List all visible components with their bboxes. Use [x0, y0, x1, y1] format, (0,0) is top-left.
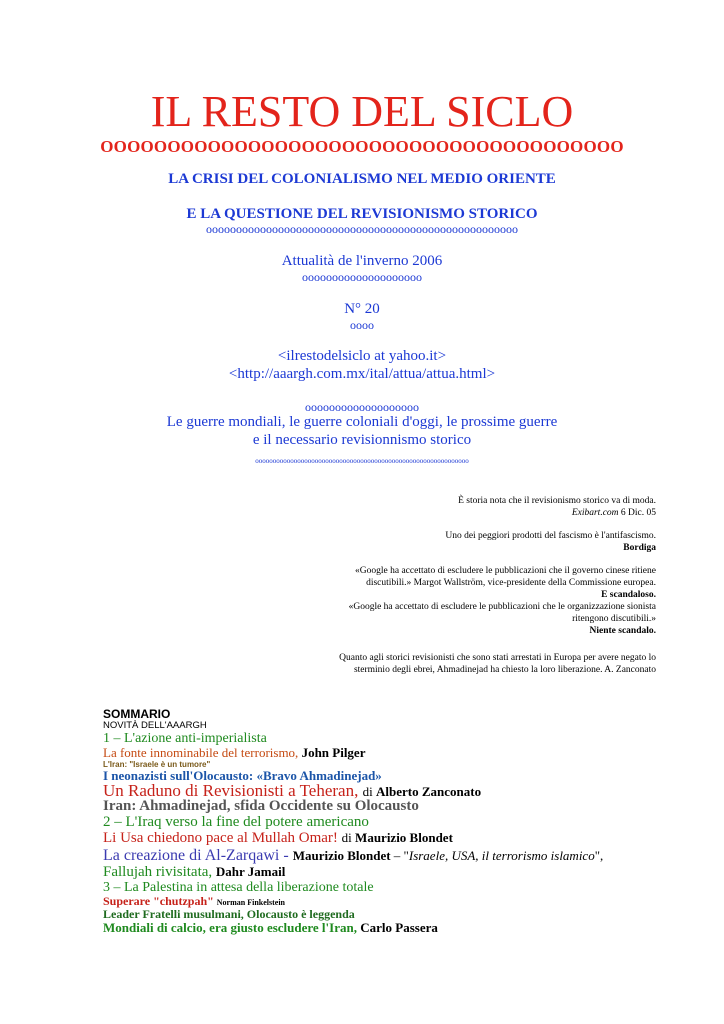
quote-text: Quanto agli storici revisionisti che sono stati arrestati in Europa per avere negato lo: [339, 653, 656, 663]
quote-comment: E scandaloso.: [601, 590, 656, 600]
quote-bordiga: [296, 530, 656, 554]
toc-item-author: Maurizio Blondet: [355, 830, 453, 845]
toc-item-author: Norman Finkelstein: [216, 898, 286, 907]
journal-title: IL RESTO DEL SICLO: [150, 87, 574, 136]
toc-item[interactable]: [103, 745, 365, 761]
quote-google: [296, 565, 656, 637]
quote-text: ritengono discutibili.»: [572, 614, 656, 624]
toc-item[interactable]: [103, 847, 603, 865]
toc-item[interactable]: [103, 864, 285, 881]
toc-section-3[interactable]: 3 – La Palestina in attesa della liberazione totale: [103, 880, 374, 895]
number-rule: oooo: [350, 318, 374, 332]
season-rule: oooooooooooooooooooo: [302, 270, 422, 284]
toc-item-author: Dahr Jamail: [215, 864, 286, 879]
toc-item-title: Fallujah rivisitata,: [103, 864, 216, 880]
toc-item-author: Maurizio Blondet: [292, 848, 391, 863]
subtitle-line1: LA CRISI DEL COLONIALISMO NEL MEDIO ORIENTE: [168, 171, 556, 187]
toc-subheading: NOVITÀ DELL'AAARGH: [103, 720, 207, 731]
description-line2: e il necessario revisionnismo storico: [252, 432, 472, 448]
quote-exibart: [296, 495, 656, 519]
quote-date: 6 Dic. 05: [618, 508, 656, 518]
toc-item-di: di: [341, 830, 356, 845]
toc-section-2[interactable]: 2 – L'Iraq verso la fine del potere americano: [103, 814, 369, 830]
subtitle-line2: E LA QUESTIONE DEL REVISIONISMO STORICO: [186, 206, 538, 222]
title-rule: OOOOOOOOOOOOOOOOOOOOOOOOOOOOOOOOOOOOOOO: [100, 137, 624, 156]
toc-item-author: John Pilger: [301, 745, 366, 760]
toc-item-title: Superare "chutzpah": [103, 894, 217, 908]
toc-item-author: Alberto Zanconato: [375, 784, 482, 799]
toc-item-sep: – ": [390, 848, 409, 863]
quote-source-line: [296, 507, 656, 519]
toc-item[interactable]: L'Iran: "Israele è un tumore": [103, 760, 211, 769]
toc-item-end: ",: [594, 848, 604, 863]
issue-number: N° 20: [344, 301, 380, 317]
email-link[interactable]: <ilrestodelsiclo at yahoo.it>: [277, 348, 447, 364]
desc-small-rule: ooooooooooooooooooooooooooooooooooooooooooooooooooooooooooooo: [255, 457, 469, 465]
toc-item[interactable]: Iran: Ahmadinejad, sfida Occidente su Olocausto: [103, 798, 419, 814]
quote-text: «Google ha accettato di escludere le pubblicazioni che le organizzazione sionista: [348, 602, 656, 612]
toc-item-title: Un Raduno di Revisionisti a Teheran,: [103, 781, 363, 800]
toc-heading: SOMMARIO: [103, 707, 171, 721]
desc-rule: ooooooooooooooooooo: [305, 400, 419, 414]
quote-text: «Google ha accettato di escludere le pubblicazioni che il governo cinese ritiene: [355, 566, 656, 576]
toc-item-title: La fonte innominabile del terrorismo,: [103, 745, 302, 760]
toc-item-title: La creazione di Al-Zarqawi -: [103, 847, 293, 864]
toc-item-author: Carlo Passera: [360, 920, 438, 935]
toc-item[interactable]: Leader Fratelli musulmani, Olocausto è leggenda: [103, 907, 355, 921]
quote-text: discutibili.» Margot Wallström, vice-presidente della Commissione europea.: [366, 578, 656, 588]
toc-item-title: Mondiali di calcio, era giusto escludere l'Iran,: [103, 920, 361, 935]
quote-zanconato: [296, 652, 656, 676]
quote-source: Exibart.com: [571, 508, 619, 518]
quote-text: sterminio degli ebrei, Ahmadinejad ha chiesto la loro liberazione. A. Zanconato: [353, 665, 656, 675]
toc-item-title: Li Usa chiedono pace al Mullah Omar!: [103, 830, 342, 846]
url-link[interactable]: <http://aaargh.com.mx/ital/attua/attua.html>: [228, 366, 496, 382]
quote-comment: Niente scandalo.: [589, 626, 656, 636]
quote-text: Uno dei peggiori prodotti del fascismo è l'antifascismo.: [445, 531, 656, 541]
quote-text: È storia nota che il revisionismo storico va di moda.: [458, 496, 656, 506]
season-line: Attualità de l'inverno 2006: [281, 253, 443, 269]
toc-item[interactable]: [103, 830, 453, 847]
description-line1: Le guerre mondiali, le guerre coloniali d'oggi, le prossime guerre: [166, 414, 558, 430]
subtitle-rule: oooooooooooooooooooooooooooooooooooooooooooooooooooo: [206, 222, 518, 236]
toc-section-1[interactable]: 1 – L'azione anti-imperialista: [103, 731, 267, 746]
toc-item[interactable]: I neonazisti sull'Olocausto: «Bravo Ahmadinejad»: [103, 768, 382, 783]
toc-item[interactable]: [103, 920, 438, 936]
quote-source: Bordiga: [623, 543, 656, 553]
toc-item-book: Israele, USA, il terrorismo islamico: [408, 848, 595, 863]
toc-item-di: di: [362, 784, 376, 799]
